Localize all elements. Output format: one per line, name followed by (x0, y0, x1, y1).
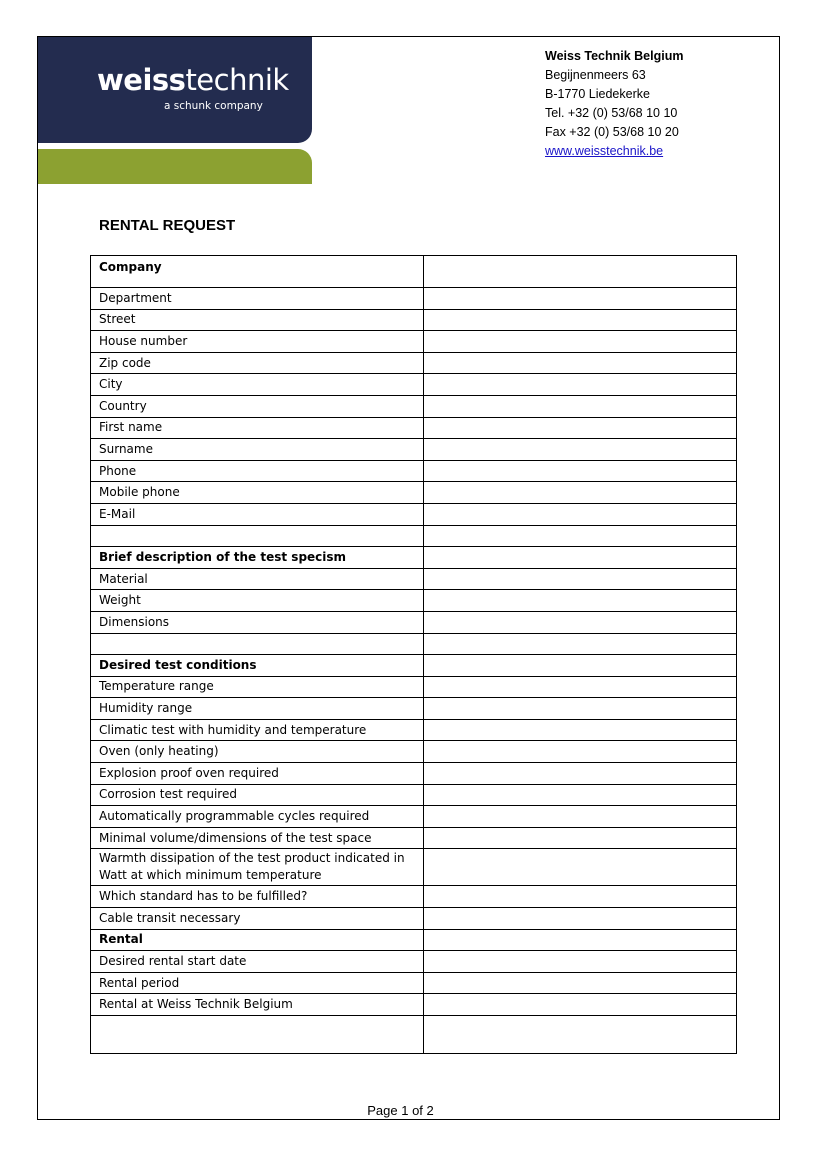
row-label (91, 525, 424, 547)
form-row (91, 827, 737, 849)
row-label: Country (91, 395, 424, 417)
form-row (91, 611, 737, 633)
address-city: B-1770 Liedekerke (545, 87, 650, 101)
value-cell[interactable] (424, 827, 737, 849)
form-row (91, 590, 737, 612)
row-label: Zip code (91, 352, 424, 374)
row-label: Explosion proof oven required (91, 763, 424, 785)
value-cell[interactable] (424, 806, 737, 828)
value-cell[interactable] (424, 719, 737, 741)
row-label: Desired test conditions (91, 655, 424, 677)
row-label: Rental (91, 929, 424, 951)
value-cell[interactable] (424, 951, 737, 973)
form-row (91, 676, 737, 698)
value-cell[interactable] (424, 288, 737, 310)
value-cell[interactable] (424, 611, 737, 633)
value-cell[interactable] (424, 352, 737, 374)
form-row (91, 719, 737, 741)
form-row (91, 525, 737, 547)
website-link[interactable]: www.weisstechnik.be (545, 144, 664, 158)
form-row (91, 972, 737, 994)
value-cell[interactable] (424, 547, 737, 569)
form-row (91, 439, 737, 461)
form-row (91, 309, 737, 331)
form-row (91, 698, 737, 720)
value-cell[interactable] (424, 929, 737, 951)
form-row (91, 460, 737, 482)
value-cell[interactable] (424, 655, 737, 677)
value-cell[interactable] (424, 784, 737, 806)
logo-accent-bar (38, 149, 312, 184)
row-label: Warmth dissipation of the test product indicated in Watt at which minimum temperature (91, 849, 424, 886)
value-cell[interactable] (424, 741, 737, 763)
value-cell[interactable] (424, 417, 737, 439)
form-row (91, 929, 737, 951)
value-cell[interactable] (424, 676, 737, 698)
form-row (91, 951, 737, 973)
form-row (91, 374, 737, 396)
address-tel: Tel. +32 (0) 53/68 10 10 (545, 106, 678, 120)
row-label: City (91, 374, 424, 396)
row-label: Humidity range (91, 698, 424, 720)
value-cell[interactable] (424, 331, 737, 353)
form-row (91, 784, 737, 806)
logo-wordmark: weisstechnik (97, 63, 289, 97)
row-label: Corrosion test required (91, 784, 424, 806)
value-cell[interactable] (424, 698, 737, 720)
value-cell[interactable] (424, 1016, 737, 1054)
form-row (91, 482, 737, 504)
row-label: Department (91, 288, 424, 310)
row-label: Surname (91, 439, 424, 461)
row-label: Company (91, 256, 424, 288)
value-cell[interactable] (424, 460, 737, 482)
row-label: Which standard has to be fulfilled? (91, 886, 424, 908)
row-label: Brief description of the test specism (91, 547, 424, 569)
company-logo (38, 37, 312, 143)
row-label: Dimensions (91, 611, 424, 633)
company-address (545, 47, 683, 161)
row-label: Temperature range (91, 676, 424, 698)
value-cell[interactable] (424, 590, 737, 612)
logo-tagline: a schunk company (164, 100, 263, 112)
row-label (91, 633, 424, 655)
value-cell[interactable] (424, 374, 737, 396)
page-number: Page 1 of 2 (367, 1103, 434, 1118)
value-cell[interactable] (424, 886, 737, 908)
value-cell[interactable] (424, 908, 737, 930)
form-row (91, 503, 737, 525)
row-label: Cable transit necessary (91, 908, 424, 930)
form-row (91, 886, 737, 908)
form-row (91, 395, 737, 417)
form-row (91, 331, 737, 353)
rental-request-form (90, 255, 737, 1054)
form-row (91, 655, 737, 677)
row-label: Mobile phone (91, 482, 424, 504)
value-cell[interactable] (424, 525, 737, 547)
address-street: Begijnenmeers 63 (545, 68, 646, 82)
row-label: Minimal volume/dimensions of the test space (91, 827, 424, 849)
row-label: Automatically programmable cycles required (91, 806, 424, 828)
form-row (91, 568, 737, 590)
form-row (91, 806, 737, 828)
form-row (91, 288, 737, 310)
row-label: Material (91, 568, 424, 590)
row-label: Weight (91, 590, 424, 612)
value-cell[interactable] (424, 439, 737, 461)
form-row (91, 633, 737, 655)
value-cell[interactable] (424, 503, 737, 525)
form-row (91, 547, 737, 569)
value-cell[interactable] (424, 763, 737, 785)
form-row (91, 1016, 737, 1054)
document-title: RENTAL REQUEST (99, 217, 236, 234)
form-row (91, 763, 737, 785)
value-cell[interactable] (424, 482, 737, 504)
value-cell[interactable] (424, 568, 737, 590)
value-cell[interactable] (424, 309, 737, 331)
value-cell[interactable] (424, 994, 737, 1016)
row-label: Climatic test with humidity and temperature (91, 719, 424, 741)
form-row (91, 994, 737, 1016)
form-row (91, 417, 737, 439)
row-label: Rental at Weiss Technik Belgium (91, 994, 424, 1016)
address-company: Weiss Technik Belgium (545, 49, 684, 63)
form-row (91, 352, 737, 374)
row-label: Street (91, 309, 424, 331)
value-cell[interactable] (424, 633, 737, 655)
row-label: House number (91, 331, 424, 353)
row-label: Oven (only heating) (91, 741, 424, 763)
form-row (91, 256, 737, 288)
row-label (91, 1016, 424, 1054)
row-label: Rental period (91, 972, 424, 994)
value-cell[interactable] (424, 849, 737, 886)
value-cell[interactable] (424, 395, 737, 417)
row-label: Phone (91, 460, 424, 482)
row-label: E-Mail (91, 503, 424, 525)
value-cell[interactable] (424, 256, 737, 288)
row-label: Desired rental start date (91, 951, 424, 973)
value-cell[interactable] (424, 972, 737, 994)
address-fax: Fax +32 (0) 53/68 10 20 (545, 125, 679, 139)
row-label: First name (91, 417, 424, 439)
form-row (91, 908, 737, 930)
form-row (91, 849, 737, 886)
form-row (91, 741, 737, 763)
